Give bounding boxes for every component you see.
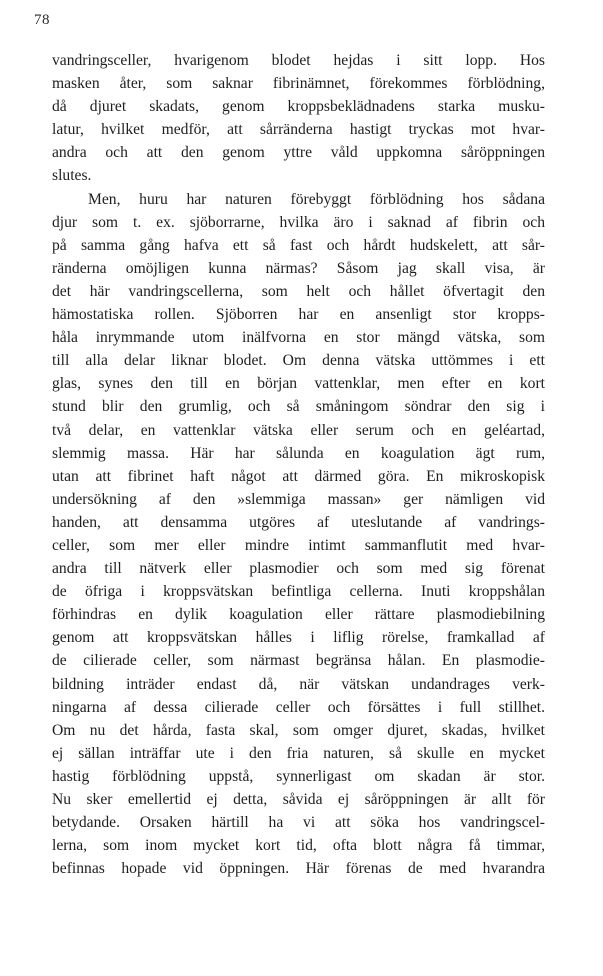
text-line: till alla delar liknar blodet. Om denna vätska uttömmes i ett — [52, 352, 545, 370]
text-line: Om nu det hårda, fasta skal, som omger djuret, skadas, hvilket — [52, 721, 545, 739]
text-line: ej sällan inträffar ute i den fria naturen, så skulle en mycket — [52, 744, 545, 762]
page-number: 78 — [34, 12, 50, 28]
text-line: latur, hvilket medför, att sårränderna hastigt tryckas mot hvar- — [52, 121, 545, 139]
text-line: Nu sker emellertid ej detta, såvida ej såröppningen är allt för — [52, 791, 545, 808]
text-line: håla inrymmande utom inälfvorna en stor mängd vätska, som — [52, 329, 545, 347]
text-line: andra och att den genom yttre våld uppkomna såröppningen — [52, 144, 545, 162]
text-line: befinnas hopade vid öppningen. Här förenas de med hvarandra — [52, 860, 545, 878]
text-line: hastig förblödning uppstå, synnerligast om skadan är stor. — [52, 767, 545, 785]
text-line: undersökning af den »slemmiga massan» ger nämligen vid — [52, 490, 545, 508]
text-line: djur som t. ex. sjöborrarne, hvilka äro i saknad af fibrin och — [52, 213, 545, 231]
text-line: hämostatiska rollen. Sjöborren har en ansenligt stor kropps- — [52, 306, 545, 324]
text-line: masken åter, som saknar fibrinämnet, förekommes förblödning, — [52, 75, 545, 93]
text-line: slemmig massa. Här har sålunda en koagulation ägt rum, — [52, 444, 545, 462]
text-line: då djuret skadats, genom kroppsbeklädnadens starka musku- — [52, 98, 545, 116]
text-line: de öfriga i kroppsvätskan befintliga cellerna. Inuti kroppshålan — [52, 583, 545, 601]
text-line: stund blir den grumlig, och så småningom söndrar den sig i — [52, 398, 545, 416]
text-line: utan att fibrinet haft något att därmed göra. En mikroskopisk — [52, 467, 545, 485]
text-line: betydande. Orsaken härtill ha vi att söka hos vandringscel- — [52, 814, 545, 832]
text-line: förhindras en dylik koagulation eller rättare plasmodiebilning — [52, 606, 545, 624]
text-line: bildning inträder endast då, när vätskan undandrages verk- — [52, 675, 545, 693]
text-line: handen, att densamma utgöres af uteslutande af vandrings- — [52, 513, 545, 531]
text-line: två delar, en vattenklar vätska eller serum och en geléartad, — [52, 421, 545, 439]
text-line: glas, synes den till en början vattenklar, men efter en kort — [52, 375, 545, 393]
body-text — [52, 49, 545, 880]
text-line: de cilierade celler, som närmast begränsa hålan. En plasmodie- — [52, 652, 545, 670]
text-line: andra till nätverk eller plasmodier och som med sig förenat — [52, 560, 545, 578]
text-line: vandringsceller, hvarigenom blodet hejdas i sitt lopp. Hos — [52, 52, 545, 69]
text-line: det här vandringscellerna, som helt och hållet öfvertagit den — [52, 282, 545, 300]
text-line: slutes. — [52, 167, 92, 185]
text-line: lerna, som inom mycket kort tid, ofta blott några få timmar, — [52, 837, 545, 855]
text-line: ränderna omöjligen kunna närmas? Såsom jag skall visa, är — [52, 259, 545, 277]
text-line: ningarna af dessa cilierade celler och försättes i full stillhet. — [52, 698, 545, 716]
text-line: celler, som mer eller mindre intimt sammanflutit med hvar- — [52, 536, 545, 554]
text-line: Men, huru har naturen förebyggt förblödning hos sådana — [88, 190, 545, 208]
text-line: på samma gång hafva ett så fast och hårdt hudskelett, att sår- — [52, 236, 545, 254]
text-line: genom att kroppsvätskan hålles i liflig rörelse, framkallad af — [52, 629, 545, 647]
